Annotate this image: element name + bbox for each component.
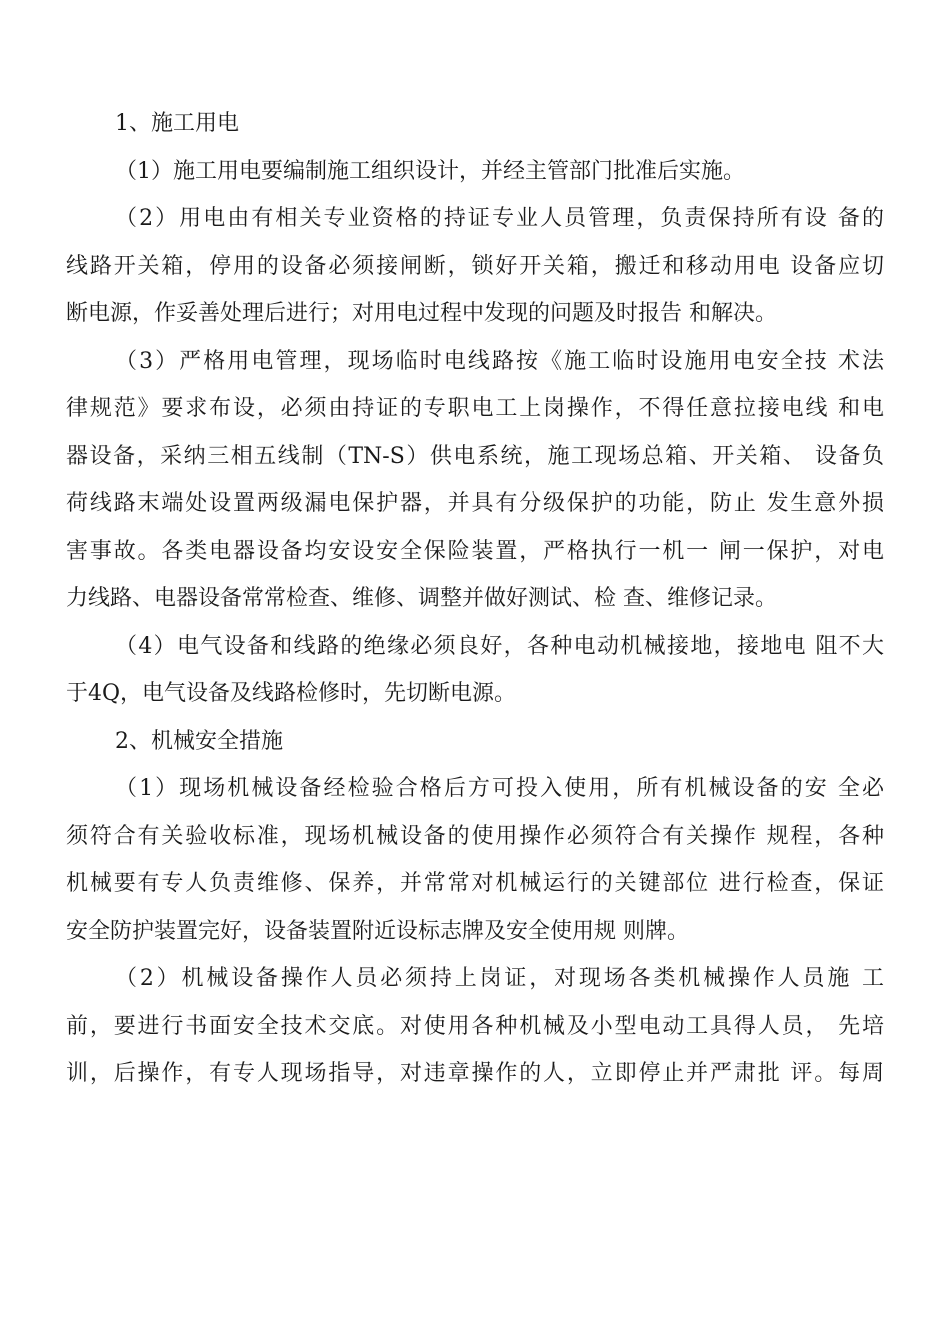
paragraph-line: （4）电气设备和线路的绝缘必须良好，各种电动机械接地，接地电 阻不大: [115, 633, 884, 659]
paragraph-line: 断电源，作妥善处理后进行；对用电过程中发现的问题及时报告 和解决。: [66, 301, 777, 326]
paragraph-line: 器设备，采纳三相五线制（TN-S）供电系统，施工现场总箱、开关箱、 设备负: [66, 443, 884, 469]
paragraph-line: 害事故。各类电器设备均安设安全保险装置，严格执行一机一 闸一保护，对电: [66, 538, 884, 564]
paragraph-line: 线路开关箱，停用的设备必须接闸断，锁好开关箱，搬迁和移动用电 设备应切: [66, 253, 884, 279]
paragraph-line: 机械要有专人负责维修、保养，并常常对机械运行的关键部位 进行检查，保证: [66, 871, 884, 896]
paragraph-line: （2）用电由有相关专业资格的持证专业人员管理，负责保持所有设 备的: [115, 206, 884, 231]
paragraph-line: （2）机械设备操作人员必须持上岗证，对现场各类机械操作人员施 工: [115, 966, 884, 991]
paragraph-line: （1）现场机械设备经检验合格后方可投入使用，所有机械设备的安 全必: [115, 776, 884, 801]
paragraph-line: （3）严格用电管理，现场临时电线路按《施工临时设施用电安全技 术法: [115, 348, 884, 374]
paragraph-line: 安全防护装置完好，设备装置附近设标志牌及安全使用规 则牌。: [66, 918, 689, 944]
paragraph-line: 训，后操作，有专人现场指导，对违章操作的人，立即停止并严肃批 评。每周: [66, 1061, 884, 1086]
paragraph-line: 于4Q，电气设备及线路检修时，先切断电源。: [66, 681, 517, 706]
paragraph-line: 前，要进行书面安全技术交底。对使用各种机械及小型电动工具得人员， 先培: [66, 1013, 884, 1039]
section-heading: 2、机械安全措施: [115, 728, 283, 754]
paragraph-line: 律规范》要求布设，必须由持证的专职电工上岗操作，不得任意拉接电线 和电: [66, 396, 884, 421]
paragraph-line: （1）施工用电要编制施工组织设计，并经主管部门批准后实施。: [115, 158, 745, 184]
paragraph-line: 荷线路末端处设置两级漏电保护器，并具有分级保护的功能，防止 发生意外损: [66, 491, 884, 516]
paragraph-line: 须符合有关验收标准，现场机械设备的使用操作必须符合有关操作 规程，各种: [66, 823, 884, 849]
section-heading: 1、施工用电: [115, 111, 239, 136]
paragraph-line: 力线路、电器设备常常检查、维修、调整并做好测试、检 查、维修记录。: [66, 586, 777, 611]
